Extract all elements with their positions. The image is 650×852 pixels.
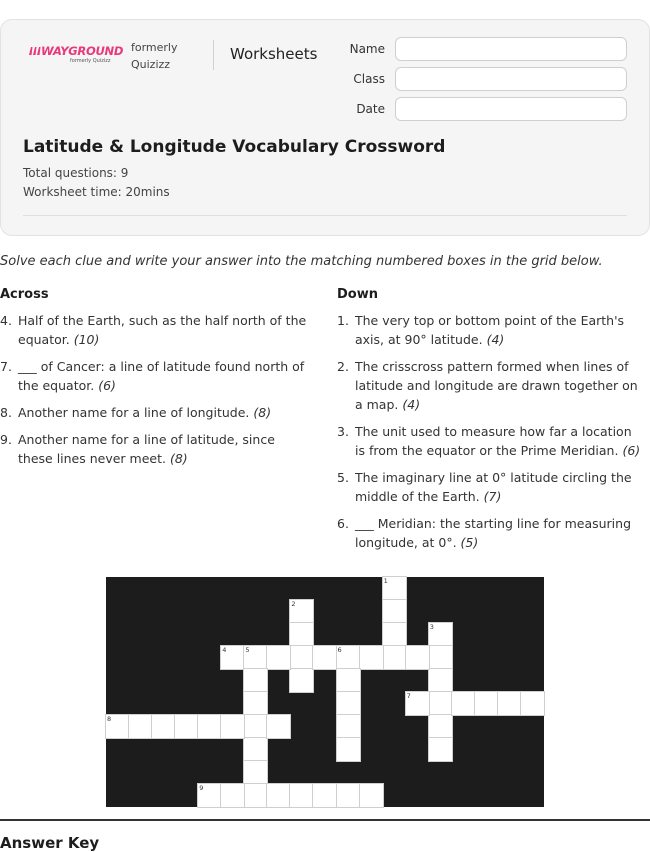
crossword-cell[interactable]: [106, 715, 129, 738]
crossword-cell[interactable]: [383, 600, 406, 623]
crossword-cell-number: 1: [383, 577, 388, 585]
clue-number: 5.: [337, 470, 349, 485]
clue-number: 9.: [0, 432, 12, 447]
crossword-cell[interactable]: [244, 669, 267, 692]
crossword-cell[interactable]: [290, 669, 313, 692]
crossword-cell[interactable]: [290, 600, 313, 623]
wayground-mark-icon: [29, 46, 41, 56]
crossword-cell[interactable]: [429, 738, 452, 761]
crossword-cell[interactable]: [244, 715, 267, 738]
crossword-cell-number: 3: [429, 623, 434, 631]
clue-number: 2.: [337, 359, 349, 374]
crossword-cell[interactable]: [429, 646, 452, 669]
brand-sub: formerly Quizizz: [70, 58, 111, 64]
crossword-grid: [106, 577, 544, 807]
crossword-cell[interactable]: [383, 623, 406, 646]
crossword-cell[interactable]: [429, 692, 452, 715]
clue-text: Half of the Earth, such as the half north of the equator.: [18, 313, 307, 347]
crossword-cell[interactable]: [337, 646, 360, 669]
wayground-logo: [29, 44, 124, 68]
clue-number: 8.: [0, 405, 12, 420]
crossword-cell-number: 6: [337, 646, 342, 654]
clue-length: (6): [98, 378, 116, 393]
brand-name: WAYGROUND: [41, 44, 124, 58]
down-clues: [337, 311, 645, 552]
crossword-cell[interactable]: [475, 692, 498, 715]
across-heading: Across: [0, 287, 49, 302]
crossword-cell[interactable]: [406, 646, 429, 669]
clue-text: The crisscross pattern formed when lines of latitude and longitude are drawn together on a map.: [355, 359, 638, 412]
crossword-cell-number: 7: [406, 692, 411, 700]
clue-length: (10): [73, 332, 100, 347]
clue-length: (8): [253, 405, 272, 420]
crossword-cell[interactable]: [152, 715, 175, 738]
crossword-cell[interactable]: [198, 715, 221, 738]
crossword-cell[interactable]: [337, 715, 360, 738]
down-heading: Down: [337, 287, 378, 302]
crossword-cell[interactable]: [290, 646, 313, 669]
clue-across-8: [0, 403, 310, 422]
crossword-cell[interactable]: [129, 715, 152, 738]
crossword-cell-number: 4: [222, 646, 227, 654]
clue-text: Another name for a line of latitude, since these lines never meet.: [18, 432, 275, 466]
date-field[interactable]: [395, 97, 627, 121]
clue-text: The unit used to measure how far a location is from the equator or the Prime Meridian.: [355, 424, 632, 458]
crossword-cell[interactable]: [337, 784, 360, 807]
clue-down-3: [337, 422, 645, 460]
clue-text: The imaginary line at 0° latitude circling the middle of the Earth.: [355, 470, 632, 504]
crossword-cell[interactable]: [221, 646, 244, 669]
crossword-cell-number: 8: [107, 715, 112, 723]
section-title: Worksheets: [230, 45, 318, 63]
crossword-cell-number: 2: [291, 600, 296, 608]
crossword-cell[interactable]: [290, 784, 313, 807]
class-field[interactable]: [395, 67, 627, 91]
crossword-cell[interactable]: [221, 784, 244, 807]
clue-number: 6.: [337, 516, 349, 531]
crossword-cell[interactable]: [175, 715, 198, 738]
worksheet-time: Worksheet time: 20mins: [23, 185, 170, 199]
crossword-cell[interactable]: [244, 761, 267, 784]
clue-length: (5): [460, 535, 479, 550]
clue-number: 3.: [337, 424, 349, 439]
crossword-cell[interactable]: [521, 692, 544, 715]
crossword-cell[interactable]: [313, 646, 336, 669]
crossword-cell[interactable]: [244, 646, 267, 669]
name-field[interactable]: [395, 37, 627, 61]
clue-text: ___ of Cancer: a line of latitude found north of the equator.: [18, 359, 305, 393]
crossword-cell[interactable]: [337, 669, 360, 692]
crossword-cell[interactable]: [267, 646, 290, 669]
clue-length: (7): [483, 489, 502, 504]
clue-length: (6): [622, 443, 641, 458]
clue-number: 4.: [0, 313, 12, 328]
clue-down-6: [337, 514, 645, 552]
crossword-cell[interactable]: [244, 784, 267, 807]
crossword-cell[interactable]: [313, 784, 336, 807]
clue-across-7: [0, 357, 310, 395]
worksheet-title: Latitude & Longitude Vocabulary Crossword: [23, 137, 446, 157]
crossword-cell[interactable]: [360, 646, 383, 669]
clue-across-4: [0, 311, 310, 349]
crossword-cell[interactable]: [429, 715, 452, 738]
clue-number: 1.: [337, 313, 349, 328]
crossword-cell[interactable]: [244, 692, 267, 715]
date-label: Date: [356, 102, 385, 116]
instructions: Solve each clue and write your answer into the matching numbered boxes in the grid below.: [0, 254, 603, 269]
clue-across-9: [0, 430, 310, 468]
crossword-cell[interactable]: [429, 669, 452, 692]
crossword-cell-number: 5: [245, 646, 250, 654]
crossword-cell[interactable]: [383, 577, 406, 600]
formerly-line2: Quizizz: [131, 58, 171, 71]
header-divider: [213, 40, 214, 70]
clue-down-2: [337, 357, 645, 414]
crossword-cell[interactable]: [267, 715, 290, 738]
crossword-cell[interactable]: [498, 692, 521, 715]
clue-text: ___ Meridian: the starting line for measuring longitude, at 0°.: [355, 516, 632, 550]
crossword-cell[interactable]: [267, 784, 290, 807]
total-questions: Total questions: 9: [23, 166, 129, 180]
clue-down-1: [337, 311, 645, 349]
clue-text: Another name for a line of longitude.: [18, 405, 250, 420]
across-clues: [0, 311, 310, 468]
clue-text: The very top or bottom point of the Earth's axis, at 90° latitude.: [355, 313, 625, 347]
crossword-cell[interactable]: [337, 738, 360, 761]
crossword-cell[interactable]: [221, 715, 244, 738]
crossword-cell[interactable]: [452, 692, 475, 715]
crossword-cell[interactable]: [360, 784, 383, 807]
clue-down-5: [337, 468, 645, 506]
crossword-cell[interactable]: [429, 623, 452, 646]
crossword-cell[interactable]: [198, 784, 221, 807]
crossword-cell[interactable]: [406, 692, 429, 715]
clue-length: (8): [169, 451, 188, 466]
crossword-cell[interactable]: [337, 692, 360, 715]
answer-key-heading: Answer Key: [0, 834, 100, 852]
formerly-line1: formerly: [131, 41, 178, 54]
header-rule: [23, 215, 627, 216]
name-label: Name: [349, 42, 385, 56]
section-divider: [0, 819, 650, 821]
crossword-cell[interactable]: [383, 646, 406, 669]
crossword-cell-number: 9: [199, 784, 204, 792]
class-label: Class: [353, 72, 385, 86]
clue-length: (4): [402, 397, 421, 412]
clue-length: (4): [486, 332, 505, 347]
crossword-cell[interactable]: [244, 738, 267, 761]
formerly-quizizz: [131, 39, 201, 73]
crossword-cell[interactable]: [290, 623, 313, 646]
clue-number: 7.: [0, 359, 12, 374]
